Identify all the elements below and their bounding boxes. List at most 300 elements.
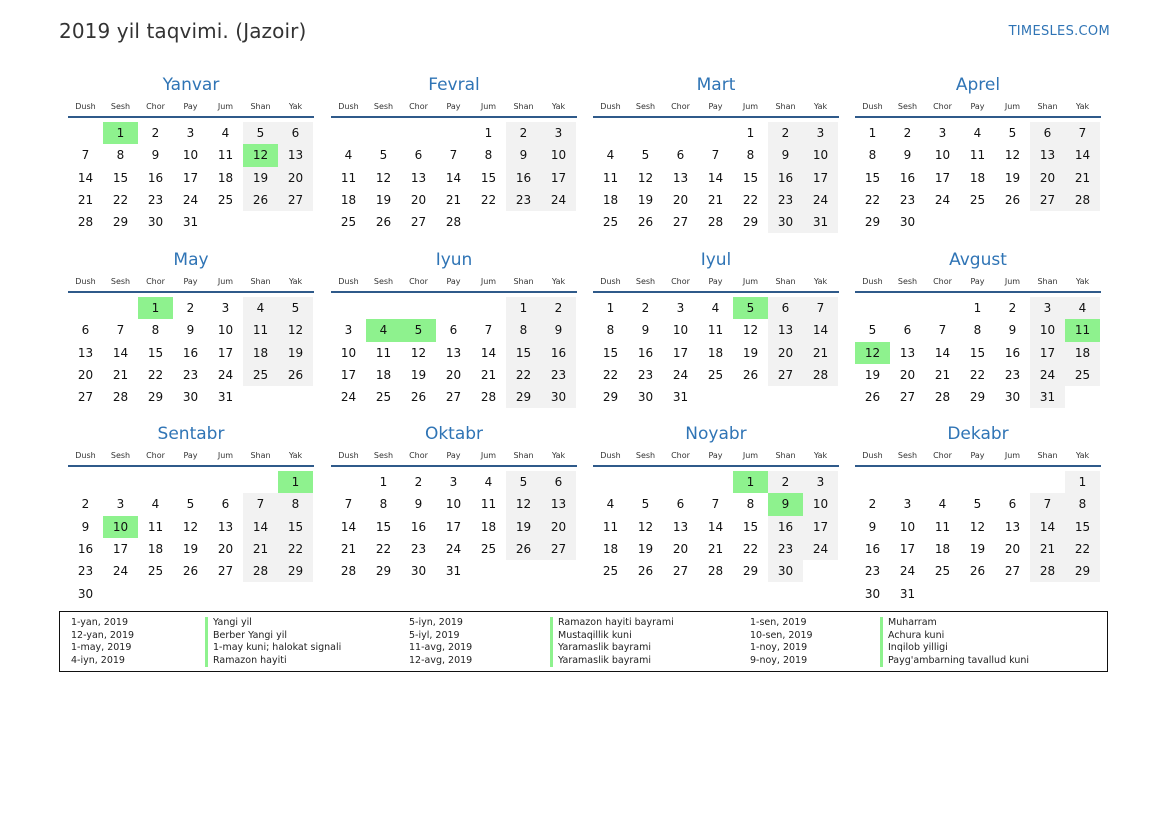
day-cell[interactable]: 28 [243, 560, 278, 582]
day-cell[interactable]: 25 [217, 193, 234, 208]
day-cell[interactable]: 14 [480, 345, 497, 360]
day-cell[interactable]: 13 [278, 144, 313, 166]
day-cell[interactable]: 27 [672, 564, 689, 579]
day-cell[interactable]: 21 [1030, 538, 1065, 560]
day-cell[interactable]: 27 [77, 390, 94, 405]
day-cell[interactable]: 28 [707, 215, 724, 230]
day-cell[interactable]: 8 [1065, 493, 1100, 515]
day-cell[interactable]: 17 [112, 542, 129, 557]
day-cell[interactable]: 20 [77, 368, 94, 383]
day-cell[interactable]: 20 [1004, 542, 1021, 557]
day-cell[interactable]: 10 [899, 519, 916, 534]
day-cell[interactable]: 12 [410, 345, 427, 360]
day-cell[interactable]: 22 [147, 368, 164, 383]
day-cell[interactable]: 27 [768, 364, 803, 386]
day-cell[interactable]: 8 [868, 148, 877, 163]
day-cell[interactable]: 15 [742, 519, 759, 534]
day-cell[interactable]: 7 [711, 148, 720, 163]
day-cell[interactable]: 24 [672, 368, 689, 383]
day-cell[interactable]: 15 [864, 170, 881, 185]
day-cell[interactable]: 26 [969, 564, 986, 579]
day-cell[interactable]: 26 [375, 215, 392, 230]
day-cell[interactable]: 16 [506, 167, 541, 189]
day-cell[interactable]: 19 [506, 516, 541, 538]
day-cell[interactable]: 27 [672, 215, 689, 230]
day-cell[interactable]: 4 [606, 148, 615, 163]
day-cell[interactable]: 1 [506, 297, 541, 319]
day-cell[interactable]: 7 [243, 493, 278, 515]
day-cell[interactable]: 5 [641, 148, 650, 163]
day-cell[interactable]: 15 [1065, 516, 1100, 538]
day-cell[interactable]: 19 [410, 368, 427, 383]
day-cell[interactable]: 28 [340, 564, 357, 579]
day-cell[interactable]: 6 [414, 148, 423, 163]
day-cell[interactable]: 1 [868, 126, 877, 141]
day-cell[interactable]: 8 [746, 148, 755, 163]
day-cell[interactable]: 19 [637, 193, 654, 208]
day-cell[interactable]: 9 [641, 323, 650, 338]
day-cell[interactable]: 12 [506, 493, 541, 515]
day-cell[interactable]: 30 [182, 390, 199, 405]
day-cell[interactable]: 9 [541, 319, 576, 341]
day-cell[interactable]: 20 [541, 516, 576, 538]
day-cell[interactable]: 26 [742, 368, 759, 383]
day-cell[interactable]: 30 [1004, 390, 1021, 405]
day-cell[interactable]: 31 [803, 211, 838, 233]
day-cell[interactable]: 27 [445, 390, 462, 405]
day-cell[interactable]: 24 [445, 542, 462, 557]
day-cell[interactable]: 13 [217, 519, 234, 534]
day-cell[interactable]: 17 [445, 519, 462, 534]
day-cell[interactable]: 25 [243, 364, 278, 386]
day-cell[interactable]: 31 [217, 390, 234, 405]
day-cell[interactable]: 12 [969, 519, 986, 534]
day-cell[interactable]: 7 [81, 148, 90, 163]
day-cell[interactable]: 9 [768, 144, 803, 166]
day-cell[interactable]: 2 [903, 126, 912, 141]
day-cell[interactable]: 13 [77, 345, 94, 360]
day-cell[interactable]: 28 [803, 364, 838, 386]
day-cell[interactable]: 16 [1004, 345, 1021, 360]
day-cell[interactable]: 26 [182, 564, 199, 579]
day-cell[interactable]: 7 [449, 148, 458, 163]
day-cell[interactable]: 24 [899, 564, 916, 579]
day-cell[interactable]: 15 [742, 170, 759, 185]
day-cell[interactable]: 17 [803, 516, 838, 538]
day-cell[interactable]: 6 [1030, 122, 1065, 144]
day-cell[interactable]: 3 [541, 122, 576, 144]
day-cell[interactable]: 7 [1065, 122, 1100, 144]
day-cell[interactable]: 11 [340, 170, 357, 185]
day-cell[interactable]: 29 [602, 390, 619, 405]
day-cell[interactable]: 30 [768, 560, 803, 582]
day-cell[interactable]: 5 [278, 297, 313, 319]
day-cell[interactable]: 31 [899, 586, 916, 601]
day-cell[interactable]: 17 [899, 542, 916, 557]
day-cell[interactable]: 15 [602, 345, 619, 360]
day-cell[interactable]: 9 [81, 519, 90, 534]
day-cell[interactable]: 16 [768, 167, 803, 189]
day-cell[interactable]: 4 [938, 497, 947, 512]
day-cell[interactable]: 2 [81, 497, 90, 512]
day-cell[interactable]: 2 [1008, 301, 1017, 316]
day-cell[interactable]: 5 [243, 122, 278, 144]
day-cell[interactable]: 27 [278, 189, 313, 211]
day-cell[interactable]: 21 [480, 368, 497, 383]
day-cell[interactable]: 23 [541, 364, 576, 386]
day-cell[interactable]: 5 [379, 148, 388, 163]
day-cell[interactable]: 5 [868, 323, 877, 338]
day-cell[interactable]: 13 [445, 345, 462, 360]
day-cell[interactable]: 26 [637, 215, 654, 230]
day-cell[interactable]: 16 [410, 519, 427, 534]
day-cell[interactable]: 23 [147, 193, 164, 208]
day-cell[interactable]: 6 [221, 497, 230, 512]
day-cell[interactable]: 26 [864, 390, 881, 405]
day-cell[interactable]: 20 [410, 193, 427, 208]
day-cell[interactable]: 14 [112, 345, 129, 360]
day-cell[interactable]: 29 [742, 564, 759, 579]
day-cell[interactable]: 16 [77, 542, 94, 557]
day-cell[interactable]: 2 [506, 122, 541, 144]
day-cell[interactable]: 2 [868, 497, 877, 512]
day-cell[interactable]: 28 [112, 390, 129, 405]
holiday-day-cell[interactable]: 5 [733, 297, 768, 319]
day-cell[interactable]: 6 [768, 297, 803, 319]
day-cell[interactable]: 15 [506, 342, 541, 364]
day-cell[interactable]: 25 [969, 193, 986, 208]
day-cell[interactable]: 8 [484, 148, 493, 163]
day-cell[interactable]: 16 [182, 345, 199, 360]
day-cell[interactable]: 4 [711, 301, 720, 316]
day-cell[interactable]: 29 [1065, 560, 1100, 582]
day-cell[interactable]: 19 [243, 167, 278, 189]
day-cell[interactable]: 11 [243, 319, 278, 341]
day-cell[interactable]: 15 [112, 170, 129, 185]
day-cell[interactable]: 18 [147, 542, 164, 557]
day-cell[interactable]: 24 [934, 193, 951, 208]
day-cell[interactable]: 10 [803, 144, 838, 166]
day-cell[interactable]: 16 [637, 345, 654, 360]
holiday-day-cell[interactable]: 11 [1065, 319, 1100, 341]
day-cell[interactable]: 9 [1008, 323, 1017, 338]
day-cell[interactable]: 31 [672, 390, 689, 405]
day-cell[interactable]: 5 [973, 497, 982, 512]
day-cell[interactable]: 1 [1065, 471, 1100, 493]
day-cell[interactable]: 15 [480, 170, 497, 185]
holiday-day-cell[interactable]: 12 [243, 144, 278, 166]
day-cell[interactable]: 17 [803, 167, 838, 189]
day-cell[interactable]: 13 [899, 345, 916, 360]
day-cell[interactable]: 9 [151, 148, 160, 163]
day-cell[interactable]: 25 [375, 390, 392, 405]
day-cell[interactable]: 22 [375, 542, 392, 557]
day-cell[interactable]: 19 [375, 193, 392, 208]
day-cell[interactable]: 26 [410, 390, 427, 405]
day-cell[interactable]: 3 [676, 301, 685, 316]
day-cell[interactable]: 20 [1030, 167, 1065, 189]
day-cell[interactable]: 24 [541, 189, 576, 211]
day-cell[interactable]: 4 [221, 126, 230, 141]
day-cell[interactable]: 20 [768, 342, 803, 364]
day-cell[interactable]: 14 [243, 516, 278, 538]
day-cell[interactable]: 5 [641, 497, 650, 512]
day-cell[interactable]: 3 [1030, 297, 1065, 319]
day-cell[interactable]: 27 [1004, 564, 1021, 579]
day-cell[interactable]: 21 [243, 538, 278, 560]
day-cell[interactable]: 12 [278, 319, 313, 341]
day-cell[interactable]: 1 [746, 126, 755, 141]
day-cell[interactable]: 18 [602, 193, 619, 208]
holiday-day-cell[interactable]: 4 [366, 319, 401, 341]
day-cell[interactable]: 7 [344, 497, 353, 512]
day-cell[interactable]: 3 [116, 497, 125, 512]
day-cell[interactable]: 23 [768, 189, 803, 211]
day-cell[interactable]: 18 [969, 170, 986, 185]
day-cell[interactable]: 4 [151, 497, 160, 512]
day-cell[interactable]: 29 [375, 564, 392, 579]
day-cell[interactable]: 17 [541, 167, 576, 189]
day-cell[interactable]: 22 [278, 538, 313, 560]
holiday-day-cell[interactable]: 10 [103, 516, 138, 538]
day-cell[interactable]: 2 [768, 122, 803, 144]
day-cell[interactable]: 25 [934, 564, 951, 579]
day-cell[interactable]: 11 [969, 148, 986, 163]
day-cell[interactable]: 13 [1030, 144, 1065, 166]
day-cell[interactable]: 6 [278, 122, 313, 144]
day-cell[interactable]: 16 [899, 170, 916, 185]
day-cell[interactable]: 26 [637, 564, 654, 579]
day-cell[interactable]: 12 [742, 323, 759, 338]
day-cell[interactable]: 8 [116, 148, 125, 163]
day-cell[interactable]: 14 [803, 319, 838, 341]
day-cell[interactable]: 20 [899, 368, 916, 383]
day-cell[interactable]: 10 [340, 345, 357, 360]
day-cell[interactable]: 16 [864, 542, 881, 557]
day-cell[interactable]: 1 [973, 301, 982, 316]
day-cell[interactable]: 28 [445, 215, 462, 230]
day-cell[interactable]: 1 [606, 301, 615, 316]
day-cell[interactable]: 29 [742, 215, 759, 230]
day-cell[interactable]: 5 [186, 497, 195, 512]
day-cell[interactable]: 21 [1065, 167, 1100, 189]
day-cell[interactable]: 27 [899, 390, 916, 405]
day-cell[interactable]: 21 [340, 542, 357, 557]
day-cell[interactable]: 24 [803, 538, 838, 560]
day-cell[interactable]: 7 [803, 297, 838, 319]
day-cell[interactable]: 29 [147, 390, 164, 405]
day-cell[interactable]: 13 [541, 493, 576, 515]
day-cell[interactable]: 10 [803, 493, 838, 515]
holiday-day-cell[interactable]: 1 [733, 471, 768, 493]
day-cell[interactable]: 19 [864, 368, 881, 383]
day-cell[interactable]: 8 [379, 497, 388, 512]
holiday-day-cell[interactable]: 5 [401, 319, 436, 341]
day-cell[interactable]: 22 [742, 193, 759, 208]
day-cell[interactable]: 30 [768, 211, 803, 233]
day-cell[interactable]: 10 [934, 148, 951, 163]
day-cell[interactable]: 5 [1008, 126, 1017, 141]
day-cell[interactable]: 27 [217, 564, 234, 579]
day-cell[interactable]: 18 [1065, 342, 1100, 364]
day-cell[interactable]: 19 [969, 542, 986, 557]
day-cell[interactable]: 31 [445, 564, 462, 579]
day-cell[interactable]: 18 [934, 542, 951, 557]
day-cell[interactable]: 1 [379, 475, 388, 490]
day-cell[interactable]: 21 [112, 368, 129, 383]
day-cell[interactable]: 7 [116, 323, 125, 338]
day-cell[interactable]: 20 [217, 542, 234, 557]
day-cell[interactable]: 25 [480, 542, 497, 557]
day-cell[interactable]: 10 [182, 148, 199, 163]
day-cell[interactable]: 30 [147, 215, 164, 230]
day-cell[interactable]: 3 [344, 323, 353, 338]
day-cell[interactable]: 10 [541, 144, 576, 166]
day-cell[interactable]: 8 [506, 319, 541, 341]
day-cell[interactable]: 26 [243, 189, 278, 211]
day-cell[interactable]: 13 [410, 170, 427, 185]
day-cell[interactable]: 4 [973, 126, 982, 141]
day-cell[interactable]: 16 [147, 170, 164, 185]
day-cell[interactable]: 3 [221, 301, 230, 316]
day-cell[interactable]: 19 [1004, 170, 1021, 185]
day-cell[interactable]: 16 [541, 342, 576, 364]
day-cell[interactable]: 23 [506, 189, 541, 211]
day-cell[interactable]: 18 [602, 542, 619, 557]
day-cell[interactable]: 28 [707, 564, 724, 579]
day-cell[interactable]: 12 [182, 519, 199, 534]
day-cell[interactable]: 11 [707, 323, 724, 338]
day-cell[interactable]: 23 [410, 542, 427, 557]
holiday-day-cell[interactable]: 1 [103, 122, 138, 144]
day-cell[interactable]: 17 [672, 345, 689, 360]
day-cell[interactable]: 19 [637, 542, 654, 557]
day-cell[interactable]: 14 [340, 519, 357, 534]
day-cell[interactable]: 30 [899, 215, 916, 230]
day-cell[interactable]: 28 [1065, 189, 1100, 211]
day-cell[interactable]: 28 [77, 215, 94, 230]
brand-link[interactable]: TIMESLES.COM [1008, 24, 1110, 39]
day-cell[interactable]: 28 [934, 390, 951, 405]
day-cell[interactable]: 27 [541, 538, 576, 560]
day-cell[interactable]: 2 [768, 471, 803, 493]
day-cell[interactable]: 3 [938, 126, 947, 141]
day-cell[interactable]: 30 [637, 390, 654, 405]
day-cell[interactable]: 12 [1004, 148, 1021, 163]
day-cell[interactable]: 4 [484, 475, 493, 490]
day-cell[interactable]: 7 [484, 323, 493, 338]
day-cell[interactable]: 21 [77, 193, 94, 208]
day-cell[interactable]: 13 [1004, 519, 1021, 534]
day-cell[interactable]: 20 [445, 368, 462, 383]
day-cell[interactable]: 14 [77, 170, 94, 185]
day-cell[interactable]: 13 [672, 170, 689, 185]
day-cell[interactable]: 10 [1030, 319, 1065, 341]
day-cell[interactable]: 17 [934, 170, 951, 185]
day-cell[interactable]: 31 [1030, 386, 1065, 408]
day-cell[interactable]: 22 [1065, 538, 1100, 560]
day-cell[interactable]: 24 [1030, 364, 1065, 386]
day-cell[interactable]: 23 [637, 368, 654, 383]
day-cell[interactable]: 12 [637, 519, 654, 534]
day-cell[interactable]: 13 [768, 319, 803, 341]
day-cell[interactable]: 24 [217, 368, 234, 383]
day-cell[interactable]: 6 [81, 323, 90, 338]
holiday-day-cell[interactable]: 1 [138, 297, 173, 319]
day-cell[interactable]: 20 [278, 167, 313, 189]
day-cell[interactable]: 27 [1030, 189, 1065, 211]
day-cell[interactable]: 24 [340, 390, 357, 405]
day-cell[interactable]: 11 [147, 519, 164, 534]
day-cell[interactable]: 29 [864, 215, 881, 230]
day-cell[interactable]: 4 [1065, 297, 1100, 319]
day-cell[interactable]: 14 [707, 519, 724, 534]
day-cell[interactable]: 5 [506, 471, 541, 493]
day-cell[interactable]: 25 [147, 564, 164, 579]
day-cell[interactable]: 3 [803, 122, 838, 144]
day-cell[interactable]: 7 [938, 323, 947, 338]
day-cell[interactable]: 24 [112, 564, 129, 579]
day-cell[interactable]: 11 [602, 170, 619, 185]
day-cell[interactable]: 18 [707, 345, 724, 360]
day-cell[interactable]: 22 [864, 193, 881, 208]
day-cell[interactable]: 21 [803, 342, 838, 364]
day-cell[interactable]: 29 [506, 386, 541, 408]
day-cell[interactable]: 10 [217, 323, 234, 338]
day-cell[interactable]: 8 [973, 323, 982, 338]
day-cell[interactable]: 11 [602, 519, 619, 534]
day-cell[interactable]: 8 [606, 323, 615, 338]
day-cell[interactable]: 9 [868, 519, 877, 534]
day-cell[interactable]: 15 [375, 519, 392, 534]
day-cell[interactable]: 30 [77, 586, 94, 601]
day-cell[interactable]: 6 [449, 323, 458, 338]
day-cell[interactable]: 4 [344, 148, 353, 163]
day-cell[interactable]: 23 [77, 564, 94, 579]
day-cell[interactable]: 16 [768, 516, 803, 538]
holiday-day-cell[interactable]: 1 [278, 471, 313, 493]
day-cell[interactable]: 19 [278, 342, 313, 364]
day-cell[interactable]: 18 [340, 193, 357, 208]
day-cell[interactable]: 11 [217, 148, 234, 163]
day-cell[interactable]: 30 [864, 586, 881, 601]
day-cell[interactable]: 11 [934, 519, 951, 534]
day-cell[interactable]: 15 [147, 345, 164, 360]
day-cell[interactable]: 24 [182, 193, 199, 208]
day-cell[interactable]: 20 [672, 542, 689, 557]
day-cell[interactable]: 17 [1030, 342, 1065, 364]
day-cell[interactable]: 8 [278, 493, 313, 515]
day-cell[interactable]: 19 [742, 345, 759, 360]
day-cell[interactable]: 18 [480, 519, 497, 534]
day-cell[interactable]: 26 [1004, 193, 1021, 208]
day-cell[interactable]: 14 [1030, 516, 1065, 538]
day-cell[interactable]: 18 [243, 342, 278, 364]
day-cell[interactable]: 30 [410, 564, 427, 579]
day-cell[interactable]: 4 [606, 497, 615, 512]
day-cell[interactable]: 7 [711, 497, 720, 512]
day-cell[interactable]: 3 [186, 126, 195, 141]
day-cell[interactable]: 11 [480, 497, 497, 512]
day-cell[interactable]: 29 [969, 390, 986, 405]
day-cell[interactable]: 9 [414, 497, 423, 512]
day-cell[interactable]: 29 [112, 215, 129, 230]
day-cell[interactable]: 28 [1030, 560, 1065, 582]
day-cell[interactable]: 28 [480, 390, 497, 405]
day-cell[interactable]: 31 [182, 215, 199, 230]
day-cell[interactable]: 12 [375, 170, 392, 185]
day-cell[interactable]: 29 [278, 560, 313, 582]
